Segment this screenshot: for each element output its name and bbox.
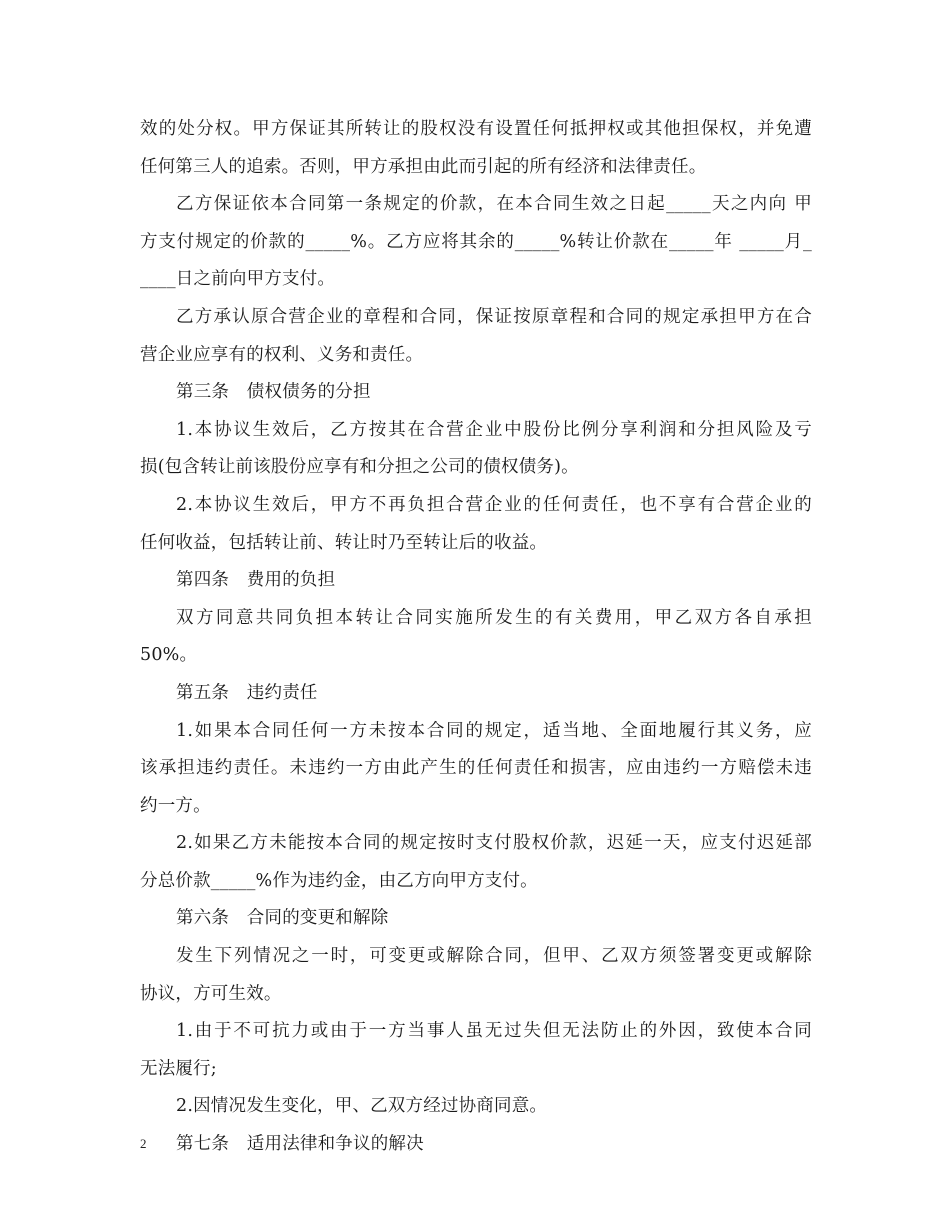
text-line: 2.因情况发生变化，甲、乙双方经过协商同意。 [176,1096,548,1117]
text-line: 协议，方可生效。 [140,983,282,1004]
document-body [140,111,812,1164]
text-line: 无法履行; [140,1058,217,1079]
text-line: 乙方保证依本合同第一条规定的价款，在本合同生效之日起_____天之内向 甲 [176,194,812,215]
text-line: 效的处分权。甲方保证其所转让的股权没有设置任何抵押权或其他担保权，并免遭 [140,119,812,139]
text-line: 2.如果乙方未能按本合同的规定按时支付股权价款，迟延一天，应支付迟延部 [176,833,812,854]
text-line: 1.由于不可抗力或由于一方当事人虽无过失但无法防止的外因，致使本合同 [176,1021,812,1042]
text-line: 第三条 债权债务的分担 [176,382,371,403]
text-line: ____日之前向甲方支付。 [140,269,336,290]
text-line: 方支付规定的价款的_____%。乙方应将其余的_____%转让价款在_____年 _____月_ [140,231,812,252]
text-line: 2.本协议生效后，甲方不再负担合营企业的任何责任，也不享有合营企业的 [176,494,812,515]
text-line: 第四条 费用的负担 [176,570,336,591]
page-number: 2 [140,1136,147,1151]
text-line: 双方同意共同负担本转让合同实施所发生的有关费用，甲乙双方各自承担 [176,607,812,628]
text-line: 第六条 合同的变更和解除 [176,908,389,929]
text-line: 任何第三人的追索。否则，甲方承担由此而引起的所有经济和法律责任。 [140,156,707,177]
text-line: 1.本协议生效后，乙方按其在合营企业中股份比例分享利润和分担风险及亏 [176,419,812,440]
text-line: 营企业应享有的权利、义务和责任。 [140,344,424,365]
text-line: 任何收益，包括转让前、转让时乃至转让后的收益。 [140,532,548,553]
text-line: 约一方。 [140,795,211,816]
text-line: 1.如果本合同任何一方未按本合同的规定，适当地、全面地履行其义务，应 [176,720,812,741]
text-line: 分总价款_____%作为违约金，由乙方向甲方支付。 [140,870,538,891]
text-line: 50%。 [140,645,198,666]
text-line: 发生下列情况之一时，可变更或解除合同，但甲、乙双方须签署变更或解除 [176,946,812,967]
text-line: 第七条 适用法律和争议的解决 [176,1134,424,1155]
text-line: 乙方承认原合营企业的章程和合同，保证按原章程和合同的规定承担甲方在合 [176,306,812,327]
text-line: 损(包含转让前该股份应享有和分担之公司的债权债务)。 [140,457,579,478]
text-line: 第五条 违约责任 [176,682,318,703]
text-line: 该承担违约责任。未违约一方由此产生的任何责任和损害，应由违约一方赔偿未违 [140,758,812,779]
